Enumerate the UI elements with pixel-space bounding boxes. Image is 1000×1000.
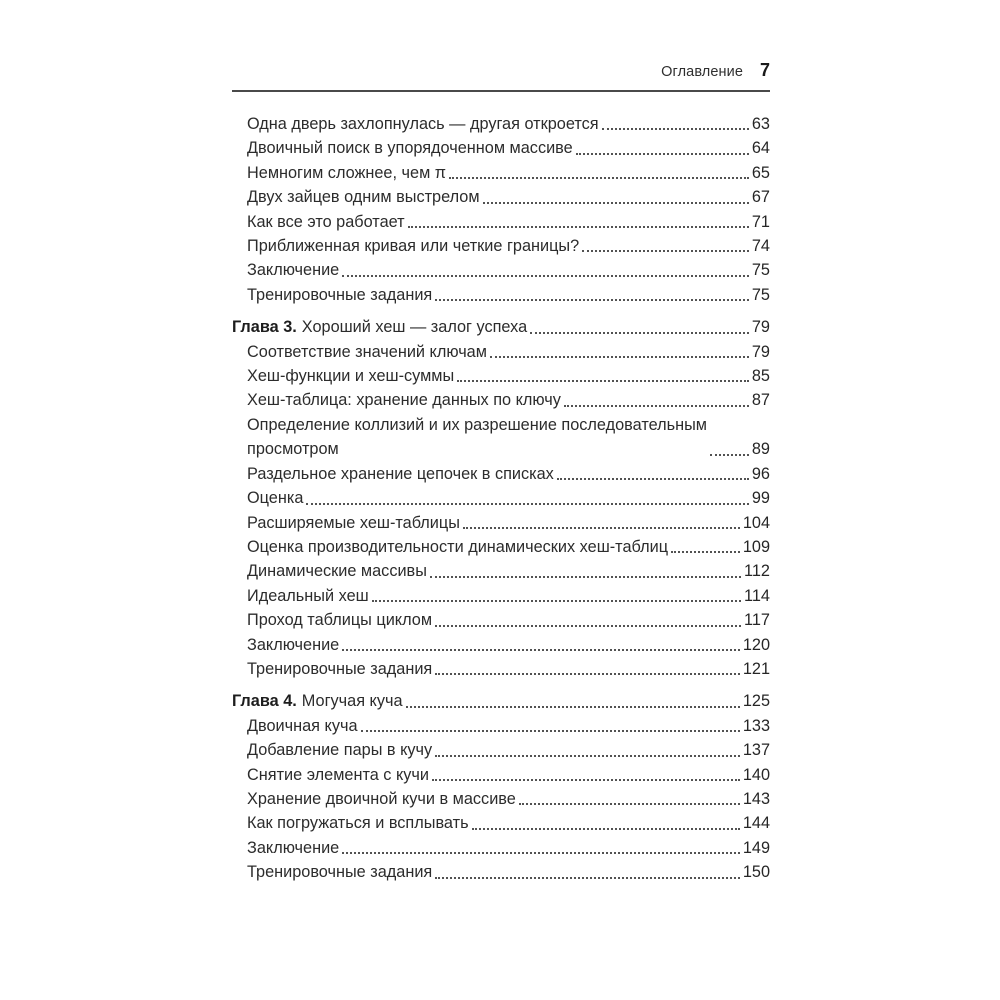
- dot-leader: [576, 153, 749, 155]
- toc-entry-label: Одна дверь захлопнулась — другая откроется: [247, 115, 599, 133]
- toc-page: [232, 60, 770, 885]
- toc-chapter-entry: [232, 689, 770, 713]
- toc-entry: [232, 608, 770, 632]
- toc-entry-page: 71: [751, 212, 770, 231]
- chapter-number-label: Глава 4.: [232, 692, 297, 711]
- page-header: [232, 60, 770, 92]
- toc-entry-label: Хеш-функции и хеш-суммы: [247, 367, 455, 386]
- dot-leader: [671, 551, 740, 553]
- toc-entry-page: 133: [742, 716, 770, 735]
- toc-entry-page: 87: [751, 391, 770, 410]
- toc-entry: [232, 860, 770, 884]
- toc-entry-label-line1: Определение коллизий и их разрешение последовательным: [247, 415, 707, 434]
- toc-entry: [232, 511, 770, 535]
- toc-entry: [232, 559, 770, 583]
- dot-leader: [710, 454, 749, 456]
- toc-entry: [232, 535, 770, 559]
- toc-entry-label: Оценка производительности динамических хеш-таблиц: [247, 537, 669, 556]
- toc-entry: [232, 258, 770, 282]
- toc-entry-label: Заключение: [247, 261, 340, 280]
- toc-entry: [232, 185, 770, 209]
- toc-entry-page: 114: [744, 586, 770, 605]
- toc-entry-label: Снятие элемента с кучи: [247, 765, 429, 784]
- toc-entry-page: 96: [751, 464, 770, 483]
- chapter-title: Хороший хеш — залог успеха: [301, 318, 528, 337]
- toc-entry: [232, 763, 770, 787]
- toc-entry-page: 85: [751, 367, 770, 386]
- toc-entry-page: 79: [751, 342, 770, 361]
- running-title: Оглавление: [661, 64, 743, 80]
- toc-entry: [232, 714, 770, 738]
- toc-entry: [232, 234, 770, 258]
- toc-entry-page: 149: [742, 838, 770, 857]
- dot-leader: [342, 275, 749, 277]
- toc-entry-label: Двоичная куча: [247, 716, 358, 735]
- toc-entry-label: Заключение: [247, 838, 340, 857]
- toc-entry: [232, 462, 770, 486]
- toc-entry-page: 150: [742, 863, 770, 882]
- toc-entry: [232, 787, 770, 811]
- toc-entry-label: Динамические массивы: [247, 562, 427, 581]
- toc-entry-page: 109: [742, 537, 770, 556]
- toc-entry-two-line: [232, 413, 770, 462]
- dot-leader: [406, 706, 740, 708]
- dot-leader: [435, 755, 740, 757]
- toc-entry-label: Немногим сложнее, чем π: [247, 163, 447, 182]
- chapter-number-label: Глава 3.: [232, 318, 297, 337]
- toc-entry-page: 121: [742, 659, 770, 678]
- toc-entry: [232, 112, 770, 136]
- dot-leader: [490, 356, 749, 358]
- toc-entry-page: 117: [744, 611, 770, 630]
- toc-entry-label: Хеш-таблица: хранение данных по ключу: [247, 391, 561, 410]
- toc-entry: [232, 836, 770, 860]
- toc-entry-page: 112: [744, 562, 770, 581]
- toc-entry: [232, 584, 770, 608]
- dot-leader: [463, 527, 740, 529]
- toc-entry-label: Заключение: [247, 635, 340, 654]
- dot-leader: [408, 226, 749, 228]
- toc-entry-page: 137: [742, 741, 770, 760]
- toc-entry: [232, 738, 770, 762]
- dot-leader: [602, 128, 749, 130]
- toc-entry: [232, 388, 770, 412]
- toc-entry: [232, 210, 770, 234]
- toc-entry: [232, 486, 770, 510]
- dot-leader: [430, 576, 741, 578]
- dot-leader: [564, 405, 749, 407]
- table-of-contents: [232, 112, 770, 885]
- dot-leader: [342, 649, 740, 651]
- toc-entry-label: Как все это работает: [247, 212, 405, 231]
- toc-entry-label: [247, 413, 707, 462]
- toc-entry-label: Приближенная кривая или четкие границы?: [247, 237, 580, 256]
- toc-entry-page: 104: [742, 513, 770, 532]
- toc-entry-page: 144: [742, 814, 770, 833]
- dot-leader: [557, 478, 749, 480]
- toc-entry-label: Оценка: [247, 489, 304, 508]
- toc-entry-page: 143: [742, 789, 770, 808]
- chapter-title: Могучая куча: [301, 692, 403, 711]
- toc-entry-label: Тренировочные задания: [247, 285, 433, 304]
- dot-leader: [483, 202, 749, 204]
- toc-entry: [232, 657, 770, 681]
- dot-leader: [435, 299, 749, 301]
- dot-leader: [306, 503, 748, 505]
- toc-entry-label: Двух зайцев одним выстрелом: [247, 188, 480, 207]
- dot-leader: [435, 625, 741, 627]
- toc-entry-page: 65: [751, 163, 770, 182]
- toc-entry-label: Как погружаться и всплывать: [247, 814, 469, 833]
- dot-leader: [449, 177, 749, 179]
- folio-page-number: 7: [759, 60, 770, 80]
- dot-leader: [457, 380, 749, 382]
- toc-entry-label: Проход таблицы циклом: [247, 611, 433, 630]
- dot-leader: [582, 250, 749, 252]
- toc-entry: [232, 633, 770, 657]
- toc-entry-label: Расширяемые хеш-таблицы: [247, 513, 460, 532]
- toc-entry-page: 64: [751, 139, 770, 158]
- toc-entry-page: 99: [751, 489, 770, 508]
- dot-leader: [361, 730, 740, 732]
- dot-leader: [432, 779, 740, 781]
- toc-entry-label: Соответствие значений ключам: [247, 342, 487, 361]
- toc-entry-page: 120: [742, 635, 770, 654]
- toc-chapter-entry: [232, 315, 770, 339]
- dot-leader: [519, 803, 740, 805]
- toc-entry-page: 125: [742, 692, 770, 711]
- toc-entry-page: 67: [751, 188, 770, 207]
- toc-entry-page: 79: [751, 318, 770, 337]
- toc-entry-label: Идеальный хеш: [247, 586, 369, 605]
- toc-entry: [232, 283, 770, 307]
- toc-entry: [232, 364, 770, 388]
- dot-leader: [342, 852, 740, 854]
- toc-entry-page: 140: [742, 765, 770, 784]
- toc-entry-label: Добавление пары в кучу: [247, 741, 433, 760]
- toc-entry-label: Хранение двоичной кучи в массиве: [247, 789, 516, 808]
- toc-entry-page: 89: [751, 440, 770, 459]
- toc-entry: [232, 161, 770, 185]
- toc-entry: [232, 811, 770, 835]
- toc-entry: [232, 340, 770, 364]
- dot-leader: [472, 828, 740, 830]
- toc-entry-label: Тренировочные задания: [247, 659, 433, 678]
- dot-leader: [372, 600, 741, 602]
- toc-entry-page: 75: [751, 261, 770, 280]
- toc-entry: [232, 136, 770, 160]
- dot-leader: [435, 673, 740, 675]
- toc-entry-label: Тренировочные задания: [247, 863, 433, 882]
- toc-entry-label: Раздельное хранение цепочек в списках: [247, 464, 554, 483]
- toc-entry-page: 74: [751, 237, 770, 256]
- toc-entry-label-line2: просмотром: [247, 440, 339, 459]
- dot-leader: [435, 877, 740, 879]
- toc-entry-page: 75: [751, 285, 770, 304]
- dot-leader: [530, 332, 749, 334]
- toc-entry-page: 63: [751, 115, 770, 133]
- toc-entry-label: Двоичный поиск в упорядоченном массиве: [247, 139, 573, 158]
